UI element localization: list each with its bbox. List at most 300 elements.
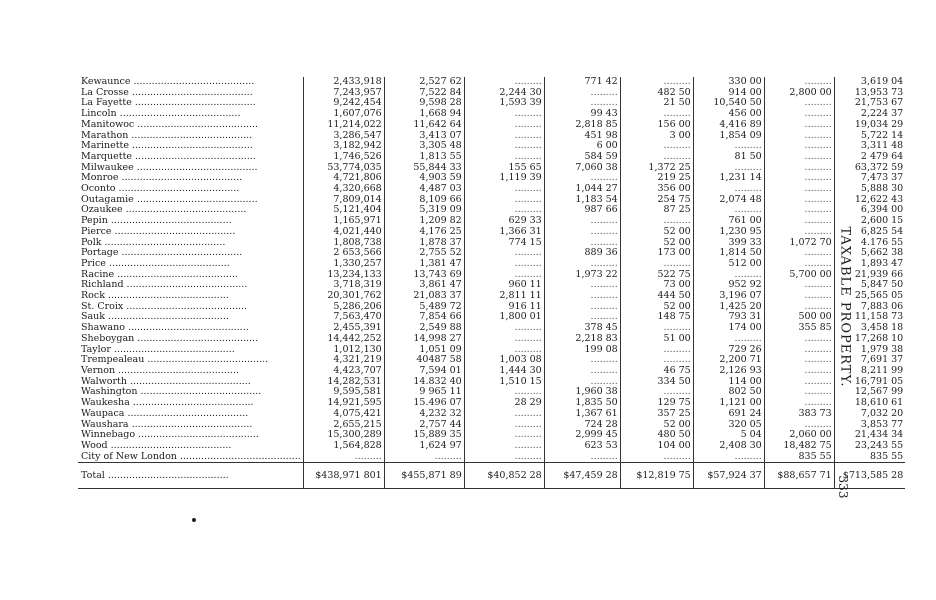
value-cell: 1,808,738 [303, 238, 384, 249]
value-cell: 512 00 [693, 259, 764, 270]
value-cell: ......... [693, 452, 764, 463]
value-cell: 6,825 54 [834, 227, 905, 238]
total-value-cell: $455,871 89 [384, 463, 464, 482]
value-cell: ......... [544, 366, 620, 377]
county-name: La Crosse ........................................ [81, 87, 253, 98]
value-cell: 4,021,440 [303, 227, 384, 238]
value-cell: 383 73 [764, 409, 834, 420]
value-cell: 1,012,130 [303, 345, 384, 356]
rule-cell [544, 482, 620, 489]
value-cell: 129 75 [620, 398, 693, 409]
county-name: Portage ........................................ [81, 248, 243, 259]
value-cell: ......... [620, 259, 693, 270]
value-cell: 3,853 77 [834, 420, 905, 431]
value-cell: ......... [464, 77, 544, 88]
value-cell: ......... [764, 259, 834, 270]
county-name: Polk ........................................ [81, 237, 226, 248]
total-value-cell: $438,971 801 [303, 463, 384, 482]
value-cell: 1,366 31 [464, 227, 544, 238]
table-row [78, 98, 905, 109]
value-cell: 1,668 94 [384, 109, 464, 120]
value-cell: 1,835 50 [544, 398, 620, 409]
value-cell: ......... [303, 452, 384, 463]
table-row [78, 205, 905, 216]
value-cell: 451 98 [544, 131, 620, 142]
value-cell: 3,305 48 [384, 141, 464, 152]
value-cell: 456 00 [693, 109, 764, 120]
value-cell: ......... [620, 141, 693, 152]
value-cell: 9,242,454 [303, 98, 384, 109]
value-cell: 4,721,806 [303, 173, 384, 184]
value-cell: 1,381 47 [384, 259, 464, 270]
value-cell: 629 33 [464, 216, 544, 227]
value-cell: ......... [764, 345, 834, 356]
value-cell: ......... [764, 420, 834, 431]
value-cell: 173 00 [620, 248, 693, 259]
taxable-property-table [78, 77, 905, 489]
county-name: Price ........................................ [81, 258, 230, 269]
value-cell: 2,200 71 [693, 355, 764, 366]
value-cell: 522 75 [620, 270, 693, 281]
value-cell: 2,455,391 [303, 323, 384, 334]
value-cell: ......... [764, 227, 834, 238]
value-cell: 1,593 39 [464, 98, 544, 109]
table-row [78, 409, 905, 420]
value-cell: 14.832 40 [384, 377, 464, 388]
value-cell: ......... [544, 227, 620, 238]
rule-cell [384, 482, 464, 489]
value-cell: ......... [464, 120, 544, 131]
value-cell: 482 50 [620, 88, 693, 99]
value-cell: ......... [620, 345, 693, 356]
value-cell: 2,244 30 [464, 88, 544, 99]
table-row [78, 291, 905, 302]
value-cell: 148 75 [620, 312, 693, 323]
value-cell: 4.176 55 [834, 238, 905, 249]
value-cell: ......... [544, 452, 620, 463]
value-cell: 52 00 [620, 420, 693, 431]
value-cell: 156 00 [620, 120, 693, 131]
value-cell: 355 85 [764, 323, 834, 334]
value-cell: 5,319 09 [384, 205, 464, 216]
value-cell: 5,722 14 [834, 131, 905, 142]
value-cell: 774 15 [464, 238, 544, 249]
total-label: Total ........................................ [78, 463, 303, 482]
value-cell: ......... [764, 120, 834, 131]
table-row [78, 270, 905, 281]
value-cell: ......... [464, 152, 544, 163]
table-row [78, 259, 905, 270]
value-cell: ......... [764, 98, 834, 109]
table-row [78, 355, 905, 366]
value-cell: 23,243 55 [834, 441, 905, 452]
value-cell: ......... [620, 109, 693, 120]
value-cell: 1,813 55 [384, 152, 464, 163]
value-cell: 1,893 47 [834, 259, 905, 270]
value-cell: ......... [620, 77, 693, 88]
value-cell: 3,718,319 [303, 280, 384, 291]
value-cell: 5,489 72 [384, 302, 464, 313]
county-name: St. Croix ........................................ [81, 301, 248, 312]
value-cell: 51 00 [620, 334, 693, 345]
value-cell: 5,847 50 [834, 280, 905, 291]
county-name: Vernon ........................................ [81, 365, 239, 376]
value-cell: 99 43 [544, 109, 620, 120]
rule-cell [764, 482, 834, 489]
table-row [78, 152, 905, 163]
value-cell: 4,232 32 [384, 409, 464, 420]
value-cell: 15.496 07 [384, 398, 464, 409]
value-cell: 11,214,022 [303, 120, 384, 131]
value-cell: ......... [764, 163, 834, 174]
value-cell: 330 00 [693, 77, 764, 88]
table-row [78, 345, 905, 356]
table-row [78, 184, 905, 195]
value-cell: 52 00 [620, 238, 693, 249]
table-row [78, 387, 905, 398]
value-cell: 356 00 [620, 184, 693, 195]
value-cell: ......... [544, 88, 620, 99]
rule-cell [464, 482, 544, 489]
value-cell: 1,979 38 [834, 345, 905, 356]
value-cell: ......... [544, 259, 620, 270]
value-cell: 1,425 20 [693, 302, 764, 313]
value-cell: ......... [764, 377, 834, 388]
county-name: Waukesha ........................................ [81, 398, 254, 409]
table-row [78, 280, 905, 291]
value-cell: ......... [693, 270, 764, 281]
value-cell: 444 50 [620, 291, 693, 302]
value-cell: 1,973 22 [544, 270, 620, 281]
value-cell: ......... [764, 131, 834, 142]
table-row [78, 302, 905, 313]
value-cell: 7,032 20 [834, 409, 905, 420]
value-cell: 7,563,470 [303, 312, 384, 323]
value-cell: 761 00 [693, 216, 764, 227]
value-cell: ......... [464, 205, 544, 216]
value-cell: 11,158 73 [834, 312, 905, 323]
value-cell: ......... [464, 131, 544, 142]
value-cell: 10,540 50 [693, 98, 764, 109]
value-cell: 2,408 30 [693, 441, 764, 452]
value-cell: 2,600 15 [834, 216, 905, 227]
value-cell: 14,282,531 [303, 377, 384, 388]
value-cell: ......... [620, 452, 693, 463]
value-cell: 1,119 39 [464, 173, 544, 184]
value-cell: 87 25 [620, 205, 693, 216]
value-cell: 1,564,828 [303, 441, 384, 452]
table-row [78, 141, 905, 152]
value-cell: 7,243,957 [303, 88, 384, 99]
value-cell: 1,183 54 [544, 195, 620, 206]
value-cell: 16,791 05 [834, 377, 905, 388]
value-cell: 11,642 64 [384, 120, 464, 131]
rule-cell [78, 482, 303, 489]
value-cell: ......... [464, 184, 544, 195]
county-name: Oconto ........................................ [81, 184, 240, 195]
county-name: Marinette ........................................ [81, 141, 253, 152]
value-cell: 9 965 11 [384, 387, 464, 398]
value-cell: 4,176 25 [384, 227, 464, 238]
value-cell: 771 42 [544, 77, 620, 88]
value-cell: ......... [544, 216, 620, 227]
value-cell: 12,567 99 [834, 387, 905, 398]
value-cell: 960 11 [464, 280, 544, 291]
value-cell: 3,861 47 [384, 280, 464, 291]
value-cell: ......... [464, 259, 544, 270]
value-cell: 9,598 28 [384, 98, 464, 109]
value-cell: 21 50 [620, 98, 693, 109]
page-number [836, 475, 850, 499]
value-cell: 4,903 59 [384, 173, 464, 184]
value-cell: 2,126 93 [693, 366, 764, 377]
value-cell: 254 75 [620, 195, 693, 206]
table-row [78, 195, 905, 206]
value-cell: ......... [764, 184, 834, 195]
county-name: Waupaca ........................................ [81, 408, 249, 419]
value-cell: ......... [544, 98, 620, 109]
county-name: Milwaukee ........................................ [81, 162, 258, 173]
value-cell: 7,883 06 [834, 302, 905, 313]
value-cell: 155 65 [464, 163, 544, 174]
value-cell: 1,230 95 [693, 227, 764, 238]
value-cell: 320 05 [693, 420, 764, 431]
value-cell: ......... [764, 205, 834, 216]
value-cell: 1,878 37 [384, 238, 464, 249]
value-cell: 1,072 70 [764, 238, 834, 249]
value-cell: 5,662 38 [834, 248, 905, 259]
value-cell: ......... [544, 312, 620, 323]
value-cell: 952 92 [693, 280, 764, 291]
value-cell: ......... [620, 387, 693, 398]
value-cell: 378 45 [544, 323, 620, 334]
value-cell: 7,854 66 [384, 312, 464, 323]
value-cell: 13,953 73 [834, 88, 905, 99]
table-row [78, 216, 905, 227]
value-cell: 691 24 [693, 409, 764, 420]
value-cell: 20,301,762 [303, 291, 384, 302]
value-cell: ......... [464, 248, 544, 259]
value-cell: 15,889 35 [384, 430, 464, 441]
county-name: Taylor ........................................ [81, 344, 235, 355]
value-cell: 8,109 66 [384, 195, 464, 206]
value-cell: 25,565 05 [834, 291, 905, 302]
value-cell: 40487 58 [384, 355, 464, 366]
value-cell: 7,473 37 [834, 173, 905, 184]
table-row [78, 420, 905, 431]
value-cell: ......... [764, 398, 834, 409]
value-cell: 9,595,581 [303, 387, 384, 398]
value-cell: ......... [464, 141, 544, 152]
value-cell: 2,224 37 [834, 109, 905, 120]
value-cell: 1,800 01 [464, 312, 544, 323]
value-cell: ......... [544, 173, 620, 184]
table-row [78, 109, 905, 120]
county-name: Ozaukee ........................................ [81, 205, 247, 216]
value-cell: 3,458 18 [834, 323, 905, 334]
value-cell: 19,034 29 [834, 120, 905, 131]
value-cell: 63,372 59 [834, 163, 905, 174]
value-cell: 1,231 14 [693, 173, 764, 184]
table-row [78, 88, 905, 99]
value-cell: 5,121,404 [303, 205, 384, 216]
value-cell: 13,234,133 [303, 270, 384, 281]
value-cell: 1,746,526 [303, 152, 384, 163]
value-cell: 916 11 [464, 302, 544, 313]
value-cell: 914 00 [693, 88, 764, 99]
value-cell: 5,286,206 [303, 302, 384, 313]
table-row [78, 163, 905, 174]
value-cell: ......... [464, 323, 544, 334]
value-cell: 7,522 84 [384, 88, 464, 99]
value-cell: 18,610 61 [834, 398, 905, 409]
page-number-text: 333 [836, 475, 850, 499]
value-cell: 5 04 [693, 430, 764, 441]
value-cell: ......... [464, 345, 544, 356]
value-cell: ......... [544, 355, 620, 366]
value-cell: 6,394 00 [834, 205, 905, 216]
value-cell: 7,691 37 [834, 355, 905, 366]
ink-dot [192, 518, 196, 522]
value-cell: 199 08 [544, 345, 620, 356]
value-cell: ......... [764, 109, 834, 120]
value-cell: 1,444 30 [464, 366, 544, 377]
value-cell: ......... [544, 377, 620, 388]
value-cell: 73 00 [620, 280, 693, 291]
value-cell: 13,743 69 [384, 270, 464, 281]
county-name: Racine ........................................ [81, 269, 238, 280]
value-cell: 1,367 61 [544, 409, 620, 420]
value-cell: 7,594 01 [384, 366, 464, 377]
county-name: Trempealeau ........................................ [81, 355, 269, 366]
value-cell: 4,487 03 [384, 184, 464, 195]
value-cell: 2 479 64 [834, 152, 905, 163]
table-row [78, 441, 905, 452]
value-cell: 174 00 [693, 323, 764, 334]
value-cell: 5,888 30 [834, 184, 905, 195]
value-cell: 2,527 62 [384, 77, 464, 88]
total-value-cell: $713,585 28 [834, 463, 905, 482]
value-cell: 835 55 [764, 452, 834, 463]
value-cell: ......... [464, 270, 544, 281]
value-cell: 7,060 38 [544, 163, 620, 174]
value-cell: 14,442,252 [303, 334, 384, 345]
value-cell: 3,413 07 [384, 131, 464, 142]
value-cell: 334 50 [620, 377, 693, 388]
value-cell: 5,700 00 [764, 270, 834, 281]
side-heading-text: TAXABLE PROPERTY. [837, 226, 853, 388]
value-cell: 21,083 37 [384, 291, 464, 302]
value-cell: 2,800 00 [764, 88, 834, 99]
value-cell: ......... [464, 109, 544, 120]
county-name: Pierce ........................................ [81, 226, 236, 237]
value-cell: 52 00 [620, 302, 693, 313]
value-cell: ......... [764, 195, 834, 206]
value-cell: 1,960 38 [544, 387, 620, 398]
value-cell: ......... [764, 302, 834, 313]
value-cell: 21,434 34 [834, 430, 905, 441]
value-cell: 1,607,076 [303, 109, 384, 120]
value-cell: ......... [464, 195, 544, 206]
county-name: Marathon ........................................ [81, 130, 253, 141]
value-cell: 1,854 09 [693, 131, 764, 142]
value-cell: ......... [464, 334, 544, 345]
value-cell: ......... [764, 366, 834, 377]
value-cell: 793 31 [693, 312, 764, 323]
value-cell: ......... [544, 291, 620, 302]
value-cell: 219 25 [620, 173, 693, 184]
county-name: Monroe ........................................ [81, 173, 243, 184]
county-name: Sauk ........................................ [81, 312, 229, 323]
table-row [78, 312, 905, 323]
value-cell: 104 00 [620, 441, 693, 452]
value-cell: 500 00 [764, 312, 834, 323]
value-cell: 3,196 07 [693, 291, 764, 302]
value-cell: ......... [693, 141, 764, 152]
county-name: Winnebago ........................................ [81, 430, 259, 441]
value-cell: 81 50 [693, 152, 764, 163]
county-name: Waushara ........................................ [81, 419, 253, 430]
value-cell: ......... [764, 280, 834, 291]
value-cell: 14,998 27 [384, 334, 464, 345]
value-cell: 21,753 67 [834, 98, 905, 109]
value-cell: ......... [764, 152, 834, 163]
value-cell: 8,211 99 [834, 366, 905, 377]
value-cell: 1,003 08 [464, 355, 544, 366]
value-cell: 7,809,014 [303, 195, 384, 206]
table-body [78, 77, 905, 489]
value-cell: 4,320,668 [303, 184, 384, 195]
table-row [78, 334, 905, 345]
value-cell: 1,372 25 [620, 163, 693, 174]
value-cell: ......... [764, 77, 834, 88]
value-cell: ......... [620, 323, 693, 334]
value-cell: 4,321,219 [303, 355, 384, 366]
value-cell: 3,182,942 [303, 141, 384, 152]
value-cell: ......... [764, 173, 834, 184]
value-cell: 584 59 [544, 152, 620, 163]
county-name: Shawano ........................................ [81, 323, 249, 334]
table-row [78, 377, 905, 388]
value-cell: 3,619 04 [834, 77, 905, 88]
county-name: La Fayette ........................................ [81, 98, 256, 109]
table-row [78, 248, 905, 259]
value-cell: 2,218 83 [544, 334, 620, 345]
value-cell: 2,433,918 [303, 77, 384, 88]
value-cell: 802 50 [693, 387, 764, 398]
value-cell: ......... [464, 430, 544, 441]
value-cell: 18,482 75 [764, 441, 834, 452]
value-cell: ......... [620, 152, 693, 163]
value-cell: 3 00 [620, 131, 693, 142]
value-cell: 1,330,257 [303, 259, 384, 270]
value-cell: ......... [464, 409, 544, 420]
value-cell: 21,939 66 [834, 270, 905, 281]
value-cell: ......... [764, 248, 834, 259]
value-cell: ......... [544, 302, 620, 313]
table-row [78, 77, 905, 88]
county-name: Richland ........................................ [81, 280, 248, 291]
value-cell: ......... [764, 141, 834, 152]
value-cell: ......... [544, 238, 620, 249]
value-cell: 3,286,547 [303, 131, 384, 142]
county-name: Outagamie ........................................ [81, 194, 258, 205]
value-cell: 1,165,971 [303, 216, 384, 227]
value-cell: 4,416 89 [693, 120, 764, 131]
value-cell: ......... [464, 387, 544, 398]
value-cell: 729 26 [693, 345, 764, 356]
value-cell: 1,209 82 [384, 216, 464, 227]
